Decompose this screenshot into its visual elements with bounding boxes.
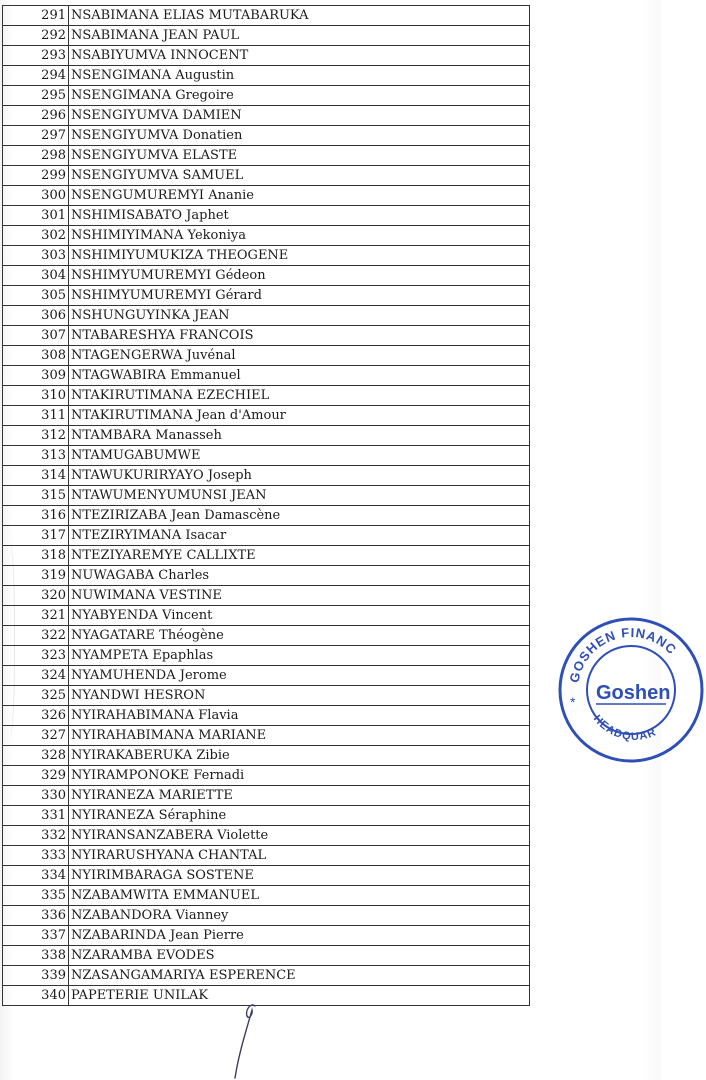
row-number: 328 [3,746,69,766]
svg-text:HEADQUAR [591,713,658,743]
table-row [3,246,530,266]
row-number: 297 [3,126,69,146]
row-number: 296 [3,106,69,126]
member-name: NZABARINDA Jean Pierre [69,926,530,946]
table-row [3,586,530,606]
member-name: NYIRAKABERUKA Zibie [69,746,530,766]
row-number: 316 [3,506,69,526]
member-name: NSENGIYUMVA DAMIEN [69,106,530,126]
member-name: NSHIMYUMUREMYI Gérard [69,286,530,306]
member-name: NZABAMWITA EMMANUEL [69,886,530,906]
table-row [3,426,530,446]
member-name: NYIRANEZA MARIETTE [69,786,530,806]
row-number: 294 [3,66,69,86]
row-number: 302 [3,226,69,246]
row-number: 321 [3,606,69,626]
row-number: 336 [3,906,69,926]
table-row [3,546,530,566]
member-name: NSENGIYUMVA ELASTE [69,146,530,166]
table-row [3,826,530,846]
company-stamp [556,615,706,765]
row-number: 318 [3,546,69,566]
member-name: NSABIMANA ELIAS MUTABARUKA [69,6,530,26]
table-row [3,566,530,586]
row-number: 338 [3,946,69,966]
member-name: NTAKIRUTIMANA Jean d'Amour [69,406,530,426]
row-number: 322 [3,626,69,646]
member-name: NYIRAHABIMANA MARIANE [69,726,530,746]
member-name: NUWAGABA Charles [69,566,530,586]
member-name: NSENGIYUMVA Donatien [69,126,530,146]
signature-mark [225,1000,265,1080]
row-number: 335 [3,886,69,906]
row-number: 332 [3,826,69,846]
row-number: 298 [3,146,69,166]
row-number: 299 [3,166,69,186]
row-number: 325 [3,686,69,706]
member-name: NYANDWI HESRON [69,686,530,706]
row-number: 293 [3,46,69,66]
member-name: NTABARESHYA FRANCOIS [69,326,530,346]
table-row [3,46,530,66]
row-number: 339 [3,966,69,986]
member-name: NTEZIRYIMANA Isacar [69,526,530,546]
row-number: 304 [3,266,69,286]
member-name: NSABIMANA JEAN PAUL [69,26,530,46]
row-number: 313 [3,446,69,466]
table-row [3,106,530,126]
row-number: 317 [3,526,69,546]
table-row [3,266,530,286]
row-number: 308 [3,346,69,366]
table-row [3,286,530,306]
member-name: NTAGENGERWA Juvénal [69,346,530,366]
table-row [3,846,530,866]
member-name: NSENGIYUMVA SAMUEL [69,166,530,186]
member-name: NYIRAHABIMANA Flavia [69,706,530,726]
row-number: 303 [3,246,69,266]
row-number: 295 [3,86,69,106]
row-number: 330 [3,786,69,806]
row-number: 314 [3,466,69,486]
row-number: 333 [3,846,69,866]
member-name: NYIRAMPONOKE Fernadi [69,766,530,786]
table-row [3,926,530,946]
row-number: 320 [3,586,69,606]
table-row [3,606,530,626]
member-name: NTEZIRIZABA Jean Damascène [69,506,530,526]
row-number: 323 [3,646,69,666]
member-name: NTEZIYAREMYE CALLIXTE [69,546,530,566]
row-number: 329 [3,766,69,786]
table-row [3,766,530,786]
table-row [3,446,530,466]
member-name: NYIRIMBARAGA SOSTENE [69,866,530,886]
member-name: NTAWUKURIRYAYO Joseph [69,466,530,486]
stamp-logo-text: Goshen [596,682,671,704]
row-number: 334 [3,866,69,886]
row-number: 319 [3,566,69,586]
table-row [3,86,530,106]
table-row [3,786,530,806]
member-name: NTAMUGABUMWE [69,446,530,466]
member-name: NZASANGAMARIYA ESPERENCE [69,966,530,986]
table-row [3,806,530,826]
member-name: NSHIMISABATO Japhet [69,206,530,226]
row-number: 337 [3,926,69,946]
member-name: NZABANDORA Vianney [69,906,530,926]
member-name: NTAWUMENYUMUNSI JEAN [69,486,530,506]
table-row [3,866,530,886]
table-row [3,466,530,486]
table-row [3,526,530,546]
table-row [3,646,530,666]
table-row [3,406,530,426]
table-row [3,346,530,366]
row-number: 311 [3,406,69,426]
table-row [3,906,530,926]
table-row [3,186,530,206]
member-name: NYIRARUSHYANA CHANTAL [69,846,530,866]
table-row [3,626,530,646]
member-name: NZARAMBA EVODES [69,946,530,966]
table-row [3,146,530,166]
svg-text:GOSHEN FINANC [566,625,679,684]
member-name: NTAKIRUTIMANA EZECHIEL [69,386,530,406]
member-name: NYIRANSANZABERA Violette [69,826,530,846]
table-row [3,386,530,406]
member-name: PAPETERIE UNILAK [69,986,530,1006]
member-name: NYAGATARE Théogène [69,626,530,646]
stamp-star-icon: * [570,694,576,710]
table-row [3,206,530,226]
table-row [3,746,530,766]
row-number: 340 [3,986,69,1006]
member-name: NSHIMYUMUREMYI Gédeon [69,266,530,286]
row-number: 324 [3,666,69,686]
row-number: 310 [3,386,69,406]
table-row [3,946,530,966]
table-row [3,126,530,146]
member-name: NSHIMIYUMUKIZA THEOGENE [69,246,530,266]
row-number: 301 [3,206,69,226]
roster-body [3,6,530,1006]
table-row [3,726,530,746]
row-number: 315 [3,486,69,506]
table-row [3,366,530,386]
member-name: NUWIMANA VESTINE [69,586,530,606]
table-row [3,886,530,906]
stamp-top-text: GOSHEN FINANC [566,624,680,685]
table-row [3,686,530,706]
row-number: 306 [3,306,69,326]
row-number: 307 [3,326,69,346]
member-name: NSHIMIYIMANA Yekoniya [69,226,530,246]
member-name: NTAGWABIRA Emmanuel [69,366,530,386]
table-row [3,326,530,346]
table-row [3,66,530,86]
row-number: 312 [3,426,69,446]
table-row [3,306,530,326]
table-row [3,26,530,46]
table-row [3,226,530,246]
table-row [3,486,530,506]
table-row [3,166,530,186]
row-number: 291 [3,6,69,26]
table-row [3,966,530,986]
row-number: 331 [3,806,69,826]
table-row [3,506,530,526]
stamp-bottom-text: HEADQUAR [590,712,659,743]
member-name: NYAMUHENDA Jerome [69,666,530,686]
member-name: NSHUNGUYINKA JEAN [69,306,530,326]
member-name: NSENGIMANA Gregoire [69,86,530,106]
member-roster-table [2,5,530,1006]
table-row [3,986,530,1006]
member-name: NSENGUMUREMYI Ananie [69,186,530,206]
member-name: NYABYENDA Vincent [69,606,530,626]
member-name: NTAMBARA Manasseh [69,426,530,446]
member-name: NSENGIMANA Augustin [69,66,530,86]
member-name: NYAMPETA Epaphlas [69,646,530,666]
row-number: 327 [3,726,69,746]
row-number: 292 [3,26,69,46]
member-name: NSABIYUMVA INNOCENT [69,46,530,66]
table-row [3,666,530,686]
row-number: 305 [3,286,69,306]
member-name: NYIRANEZA Séraphine [69,806,530,826]
table-row [3,706,530,726]
row-number: 300 [3,186,69,206]
row-number: 326 [3,706,69,726]
row-number: 309 [3,366,69,386]
table-row [3,6,530,26]
